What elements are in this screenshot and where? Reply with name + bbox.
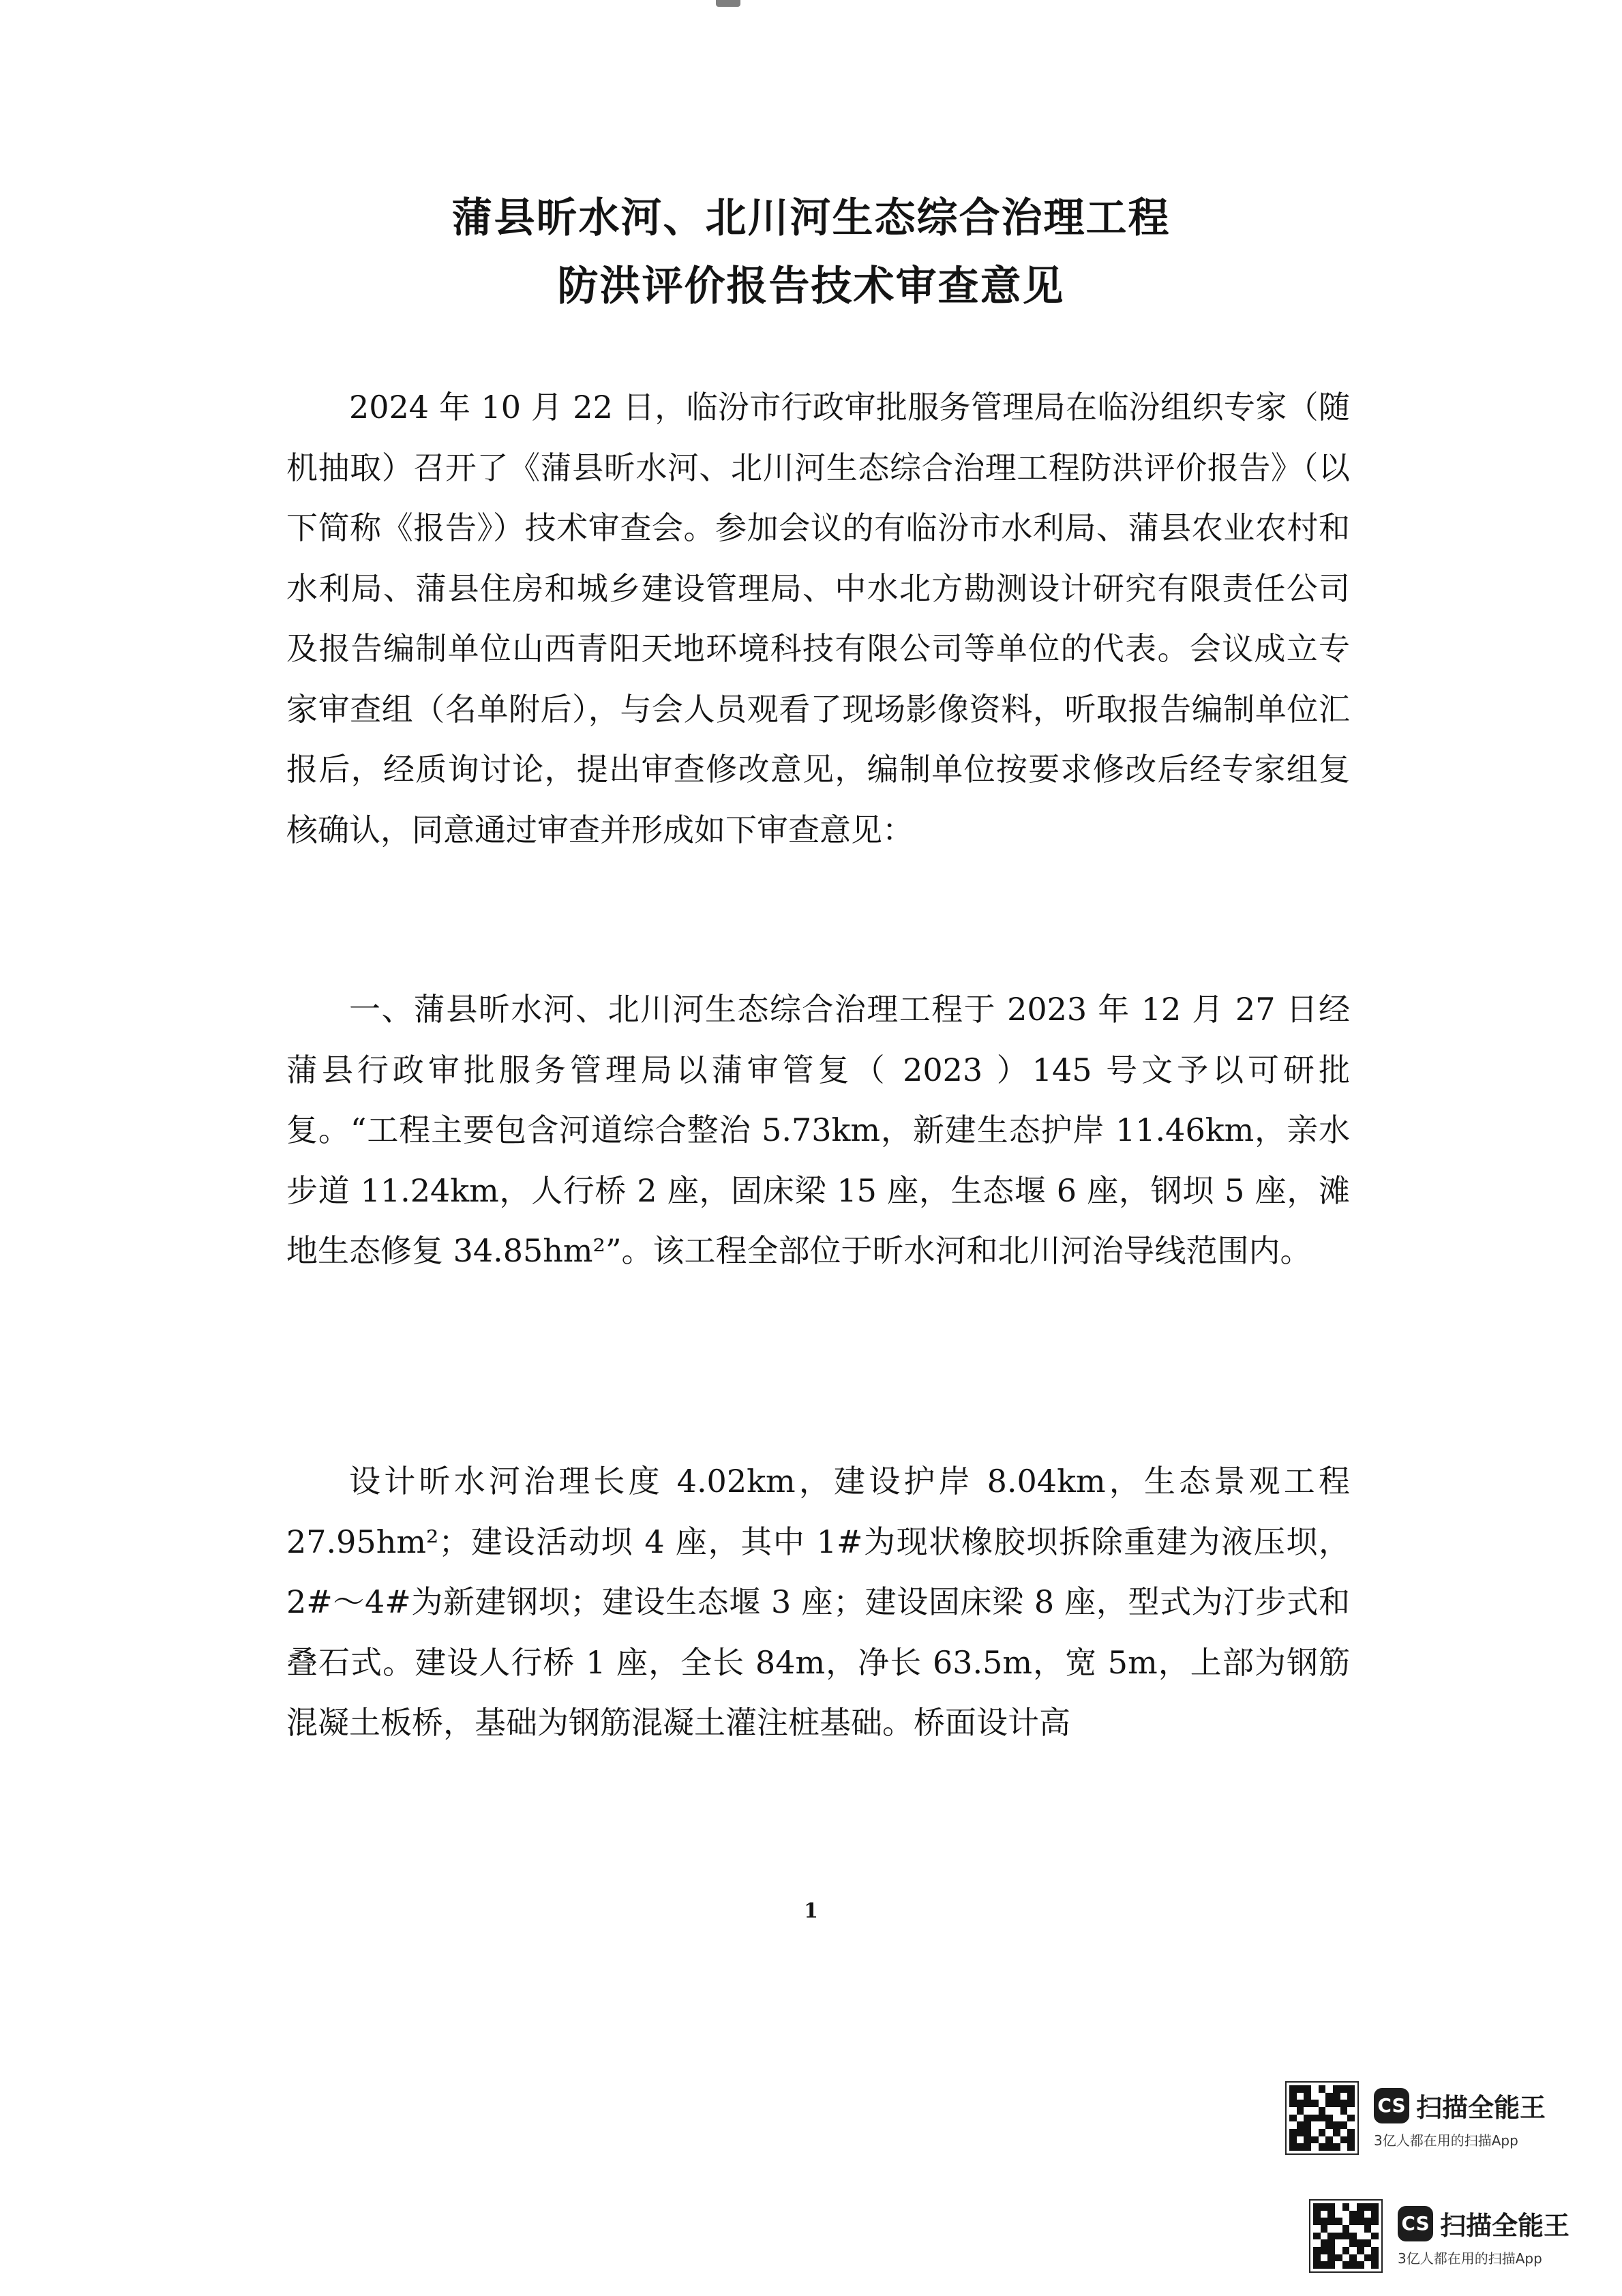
scan-artifact-mark bbox=[716, 0, 740, 7]
title-line-1: 蒲县昕水河、北川河生态综合治理工程 bbox=[451, 194, 1171, 242]
scanner-app-name: 扫描全能王 bbox=[1416, 2093, 1546, 2123]
body-paragraph-design bbox=[286, 1451, 1350, 1753]
scanner-app-name: 扫描全能王 bbox=[1440, 2211, 1570, 2241]
paragraph-3: 设计昕水河治理长度 4.02km，建设护岸 8.04km，生态景观工程 27.95hm²；建设活动坝 4 座，其中 1#为现状橡胶坝拆除重建为液压坝，2#～4#为新建钢坝；建设生态堰 3 座；建设固床梁 8 座，型式为汀步式和叠石式。建设人行桥 1 座，全长 84m，净长 63.5m，宽 5m，上部为钢筋混凝土板桥，基础为钢筋混凝土灌注桩基础。桥面设计高 bbox=[286, 1463, 1350, 1741]
scanner-tagline: 3亿人都在用的扫描App bbox=[1374, 2132, 1518, 2149]
page-number: 1 bbox=[804, 1899, 818, 1923]
body-paragraph-meeting bbox=[286, 377, 1350, 860]
scanner-brand bbox=[1374, 2087, 1546, 2149]
paragraph-1: 2024 年 10 月 22 日，临汾市行政审批服务管理局在临汾组织专家（随机抽取）召开了《蒲县昕水河、北川河生态综合治理工程防洪评价报告》（以下简称《报告》）技术审查会。参加会议的有临汾市水利局、蒲县农业农村和水利局、蒲县住房和城乡建设管理局、中水北方勘测设计研究有限责任公司及报告编制单位山西青阳天地环境科技有限公司等单位的代表。会议成立专家审查组（名单附后），与会人员观看了现场影像资料，听取报告编制单位汇报后，经质询讨论，提出审查修改意见，编制单位按要求修改后经专家组复核确认，同意通过审查并形成如下审查意见： bbox=[286, 389, 1350, 848]
camscanner-logo-icon: CS bbox=[1374, 2088, 1409, 2123]
scanner-watermark bbox=[1285, 2081, 1546, 2155]
qr-code-icon bbox=[1309, 2199, 1383, 2273]
qr-code-icon bbox=[1285, 2081, 1359, 2155]
title-line-2: 防洪评价报告技术审查意见 bbox=[557, 263, 1065, 310]
scanner-tagline: 3亿人都在用的扫描App bbox=[1398, 2250, 1542, 2267]
paragraph-2: 一、蒲县昕水河、北川河生态综合治理工程于 2023 年 12 月 27 日经蒲县行政审批服务管理局以蒲审管复（ 2023 ）145 号文予以可研批复。“工程主要包含河道综合整治 5.73km，新建生态护岸 11.46km，亲水步道 11.24km，人行桥 2 座，固床梁 15 座，生态堰 6 座，钢坝 5 座，滩地生态修复 34.85hm²”。该工程全部位于昕水河和北川河治导线范围内。 bbox=[286, 991, 1350, 1269]
body-paragraph-approval bbox=[286, 979, 1350, 1281]
scanner-brand bbox=[1398, 2205, 1570, 2267]
document-title bbox=[0, 184, 1622, 320]
camscanner-logo-icon: CS bbox=[1398, 2206, 1433, 2241]
scanner-watermark bbox=[1309, 2199, 1570, 2273]
